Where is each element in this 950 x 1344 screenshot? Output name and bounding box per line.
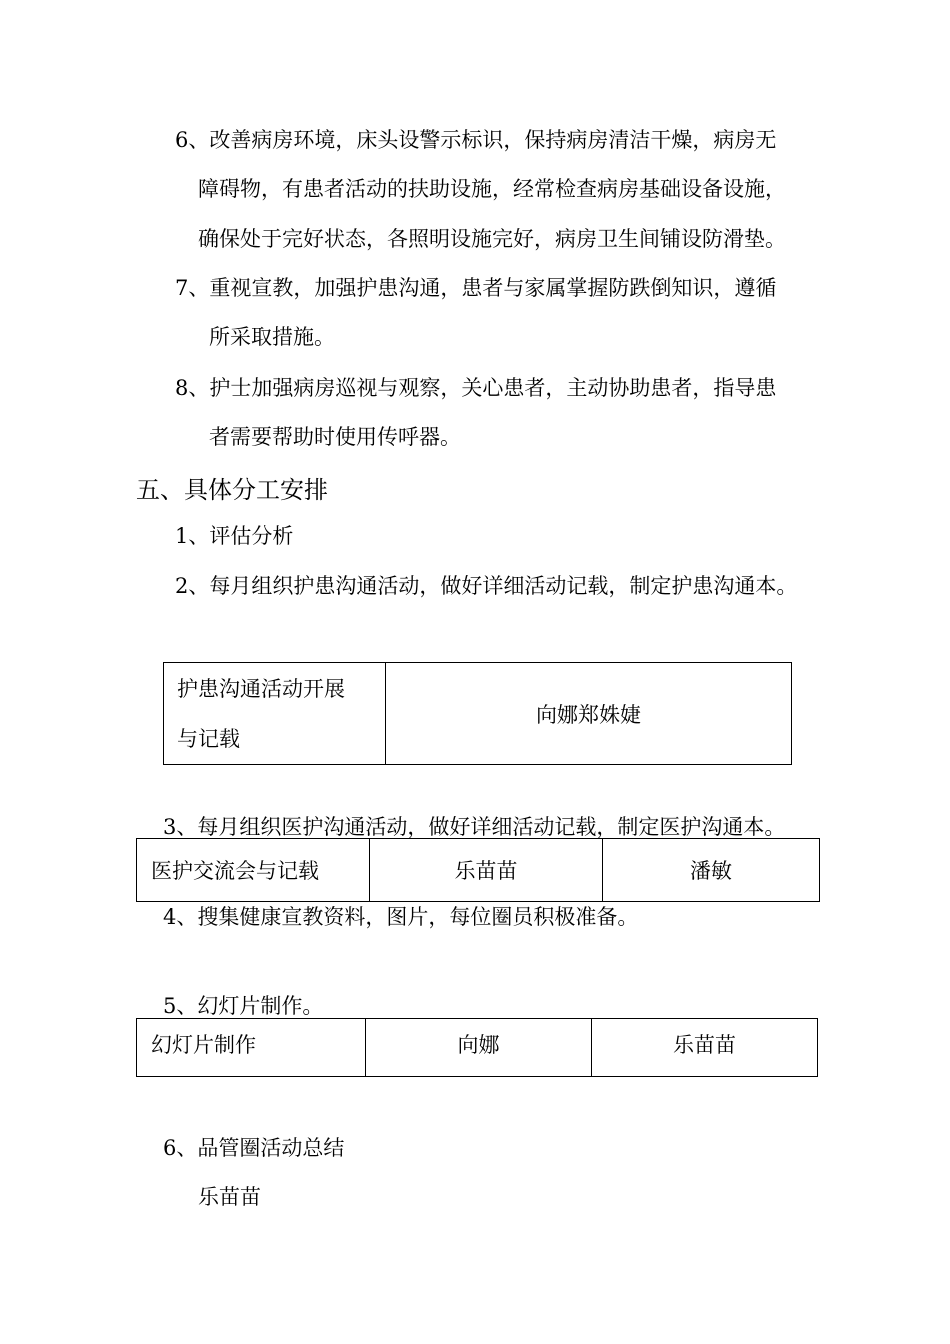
table2-person1-cell xyxy=(370,839,603,902)
item7-line2: 所采取措施。 xyxy=(209,325,335,349)
table1-task-cell xyxy=(164,663,386,765)
table-slides xyxy=(136,1018,818,1077)
table3-person1: 向娜 xyxy=(457,1033,500,1057)
item6-line3: 确保处于完好状态，各照明设施完好，病房卫生间铺设防滑垫。 xyxy=(198,227,786,251)
table3-person2-cell xyxy=(592,1019,818,1077)
table2-person1: 乐苗苗 xyxy=(454,859,518,883)
task-2: 2、每月组织护患沟通活动，做好详细活动记载，制定护患沟通本。 xyxy=(175,574,798,598)
table3-task-cell xyxy=(137,1019,366,1077)
task-6-person: 乐苗苗 xyxy=(198,1185,261,1209)
task-6: 6、品管圈活动总结 xyxy=(163,1136,345,1160)
item7-line1: 7、重视宣教，加强护患沟通，患者与家属掌握防跌倒知识，遵循 xyxy=(175,276,777,300)
table1-task-line1: 护患沟通活动开展 xyxy=(177,676,345,701)
table1-people-cell xyxy=(386,663,792,765)
table-patient-communication xyxy=(163,662,792,765)
table2-task-cell xyxy=(137,839,370,902)
table1-people: 向娜郑姝婕 xyxy=(536,702,641,727)
table-medical-communication xyxy=(136,838,820,902)
table1-task-line2: 与记载 xyxy=(177,726,240,751)
section-heading: 五、具体分工安排 xyxy=(136,476,328,504)
item6-line2: 障碍物，有患者活动的扶助设施，经常检查病房基础设备设施， xyxy=(198,177,786,201)
table3-person2: 乐苗苗 xyxy=(673,1033,736,1057)
task-4: 4、搜集健康宣教资料，图片，每位圈员积极准备。 xyxy=(163,905,639,929)
table3-person1-cell xyxy=(366,1019,592,1077)
task-3: 3、每月组织医护沟通活动，做好详细活动记载，制定医护沟通本。 xyxy=(163,815,786,839)
table2-task: 医护交流会与记载 xyxy=(151,859,319,883)
task-1: 1、评估分析 xyxy=(175,524,294,548)
item8-line2: 者需要帮助时使用传呼器。 xyxy=(209,425,461,449)
item6-line1: 6、改善病房环境，床头设警示标识，保持病房清洁干燥，病房无 xyxy=(175,128,777,152)
item8-line1: 8、护士加强病房巡视与观察，关心患者，主动协助患者，指导患 xyxy=(175,376,777,400)
table2-person2-cell xyxy=(603,839,820,902)
table2-person2: 潘敏 xyxy=(690,859,732,883)
table3-task: 幻灯片制作 xyxy=(151,1033,256,1057)
task-5: 5、幻灯片制作。 xyxy=(163,994,324,1018)
